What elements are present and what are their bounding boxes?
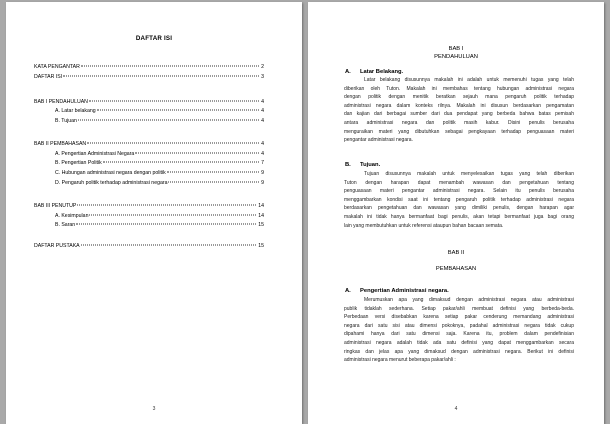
toc-dot-leader bbox=[89, 101, 259, 102]
paragraph-line: makalah ini tidak hanya bermanfaat bagi penulis, akan tetapi bermanfaat juga bagi orang bbox=[344, 213, 574, 220]
paragraph-line: lain yang membutuhkan untuk referensi ataupun bahan bacaan semata. bbox=[344, 222, 504, 229]
toc-dot-leader bbox=[87, 143, 259, 144]
toc-dot-leader bbox=[78, 120, 259, 121]
section-heading-latar-belakang bbox=[345, 68, 403, 76]
toc-entry-page: 2 bbox=[261, 64, 264, 70]
toc-dot-leader bbox=[81, 66, 259, 67]
toc-entry bbox=[34, 242, 264, 250]
toc-entry-label: A. Latar belakang bbox=[55, 108, 96, 114]
section-number: A. bbox=[345, 288, 351, 294]
paragraph-line: penguasaan materi pengantar administrasi negara. Selain itu penulis berusaha bbox=[344, 188, 574, 195]
paragraph-line: dan kajian dari berbagai sumber dari dua pendapat yang berbeda bahwa batas pemisah bbox=[344, 111, 574, 118]
toc-dot-leader bbox=[77, 205, 256, 206]
paragraph-line: administrasi negara dalam konteks rilnya. Makalah ini disusun berdasarkan pengamatan bbox=[344, 102, 574, 109]
paragraph-latar-belakang bbox=[344, 76, 574, 145]
toc-entry-page: 4 bbox=[261, 151, 264, 157]
page-table-of-contents bbox=[6, 2, 302, 424]
toc-entry bbox=[34, 73, 264, 81]
toc-entry-label: BAB I PENDAHULUAN bbox=[34, 99, 88, 105]
toc-entry-label: C. Hubungan administrasi negara dengan politik bbox=[55, 170, 166, 176]
toc-entry-page: 4 bbox=[261, 99, 264, 105]
toc-entry-label: BAB II PEMBAHASAN bbox=[34, 141, 87, 147]
toc-entry-label: D. Pengaruh politik terhadap administrasi negara bbox=[55, 180, 168, 186]
toc-entry bbox=[55, 117, 264, 125]
toc-entry-page: 9 bbox=[261, 180, 264, 186]
toc-entry bbox=[34, 202, 264, 210]
page-chapter-one bbox=[308, 2, 604, 424]
page-number-right: 4 bbox=[454, 406, 458, 412]
paragraph-line: Perbedaan versi disebabkan karena setiap pakar cenderung memandang administrasi bbox=[344, 314, 574, 321]
toc-entry-page: 3 bbox=[261, 74, 264, 80]
paragraph-line: Tujuan disusunnya makalah untuk menyelesaikan tugas yang telah diberikan bbox=[364, 171, 574, 177]
toc-dot-leader bbox=[81, 245, 257, 246]
section-title: Pengertian Administrasi negara. bbox=[360, 288, 449, 294]
toc-entry bbox=[55, 212, 264, 220]
bab-2-subtitle: PEMBAHASAN bbox=[435, 266, 477, 272]
toc-entry-page: 4 bbox=[261, 118, 264, 124]
paragraph-line: berdasarkan pengetahuan dan wawasan yang dimiliki penulis, dengan harapan agar bbox=[344, 205, 574, 212]
toc-entry-label: B. Tujuan bbox=[55, 118, 77, 124]
toc-entry-page: 14 bbox=[258, 203, 264, 209]
toc-dot-leader bbox=[76, 224, 256, 225]
paragraph-line: antara administrasi negara dan politik masih kabur. Disini penulis berusaha bbox=[344, 119, 574, 126]
paragraph-tujuan bbox=[344, 170, 574, 230]
toc-entry-label: B. Pengertian Politik bbox=[55, 160, 102, 166]
toc-entry bbox=[34, 140, 264, 148]
paragraph-line: menguraikan materi yang dibutuhkan sebagai pengkayaan terhadap penguasaan materi bbox=[344, 128, 574, 135]
paragraph-line: dipahami hanya dari satu dimensi saja. Karena itu, problem dalam pendefinisian bbox=[344, 331, 574, 338]
paragraph-line: Latar belakang disusunnya makalah ini adalah untuk memenuhi tugas yang telah bbox=[364, 77, 574, 83]
toc-dot-leader bbox=[135, 153, 259, 154]
toc-entry-page: 4 bbox=[261, 141, 264, 147]
bab-2-title: BAB II bbox=[447, 250, 465, 256]
toc-entry-label: A. Kesimpulan bbox=[55, 213, 89, 219]
bab-1-subtitle: PENDAHULUAN bbox=[434, 54, 478, 60]
toc-entry-page: 7 bbox=[261, 160, 264, 166]
toc-dot-leader bbox=[63, 76, 259, 77]
toc-dot-leader bbox=[168, 182, 259, 183]
toc-entry-page: 14 bbox=[258, 213, 264, 219]
paragraph-line: negara dari satu sisi atau dimensi pokoknya, padahal administrasi negara tidak cukup bbox=[344, 322, 574, 329]
paragraph-line: administrasi negara adalah tidak ada satu definisi yang dapat menggambarkan secara bbox=[344, 339, 574, 346]
toc-entry-label: KATA PENGANTAR bbox=[34, 64, 80, 70]
toc-entry bbox=[34, 63, 264, 71]
toc-entry-label: B. Saran bbox=[55, 222, 76, 228]
toc-entry-label: DAFTAR ISI bbox=[34, 74, 63, 80]
paragraph-line: pengantar administrasi negara. bbox=[344, 137, 413, 144]
toc-entry bbox=[55, 107, 264, 115]
paragraph-line: ringkas dan jelas apa yang dimaksud dengan administrasi negara. Berikut ini definisi bbox=[344, 348, 574, 355]
toc-dot-leader bbox=[103, 162, 259, 163]
paragraph-line: menggambarkan kondisi saat ini tentang pengaruh politik terhadap administrasi negara bbox=[344, 196, 574, 203]
toc-entry bbox=[55, 159, 264, 167]
toc-entry-label: BAB III PENUTUP bbox=[34, 203, 77, 209]
paragraph-pengertian bbox=[344, 296, 574, 365]
section-heading-tujuan bbox=[345, 161, 380, 169]
toc-dot-leader bbox=[167, 172, 259, 173]
toc-dot-leader bbox=[89, 215, 256, 216]
toc-entry-page: 15 bbox=[258, 222, 264, 228]
toc-entry bbox=[55, 150, 264, 158]
toc-entry-page: 4 bbox=[261, 108, 264, 114]
section-number: A. bbox=[345, 69, 351, 75]
paragraph-line: administrasi negara menurut beberapa pakar/ahli : bbox=[344, 357, 456, 364]
toc-entry bbox=[55, 221, 264, 229]
paragraph-line: Tuton dengan harapan dapat menambah wawasan dan pengetahuan tentang bbox=[344, 179, 574, 186]
section-heading-pengertian bbox=[345, 287, 449, 295]
toc-title: DAFTAR ISI bbox=[135, 35, 173, 42]
toc-entry bbox=[34, 98, 264, 106]
section-title: Latar Belakang. bbox=[360, 69, 404, 75]
toc-entry-label: DAFTAR PUSTAKA bbox=[34, 243, 80, 249]
page-number-left: 3 bbox=[152, 406, 156, 412]
bab-1-title: BAB I bbox=[448, 46, 464, 52]
toc-entry bbox=[55, 179, 264, 187]
toc-dot-leader bbox=[97, 110, 259, 111]
section-number: B. bbox=[345, 162, 351, 168]
section-title: Tujuan. bbox=[360, 162, 381, 168]
paragraph-line: dengan politik dengan menitik beratkan sejauh mana pengaruh politik terhadap bbox=[344, 94, 574, 101]
toc-entry-page: 9 bbox=[261, 170, 264, 176]
toc-entry-page: 15 bbox=[258, 243, 264, 249]
paragraph-line: diberikan oleh Tuton. Makalah ini membahas tentang hubungan administrasi negara bbox=[344, 85, 574, 92]
paragraph-line: publik tidaklah sederhana. Setiap pakar/ahli membuat definisi yang berbeda-beda. bbox=[344, 305, 574, 312]
paragraph-line: Merumuskan apa yang dimaksud dengan administrasi negara atau administrasi bbox=[364, 297, 574, 303]
toc-entry-label: A. Pengertian Administrasi Negara bbox=[55, 151, 135, 157]
toc-entry bbox=[55, 169, 264, 177]
